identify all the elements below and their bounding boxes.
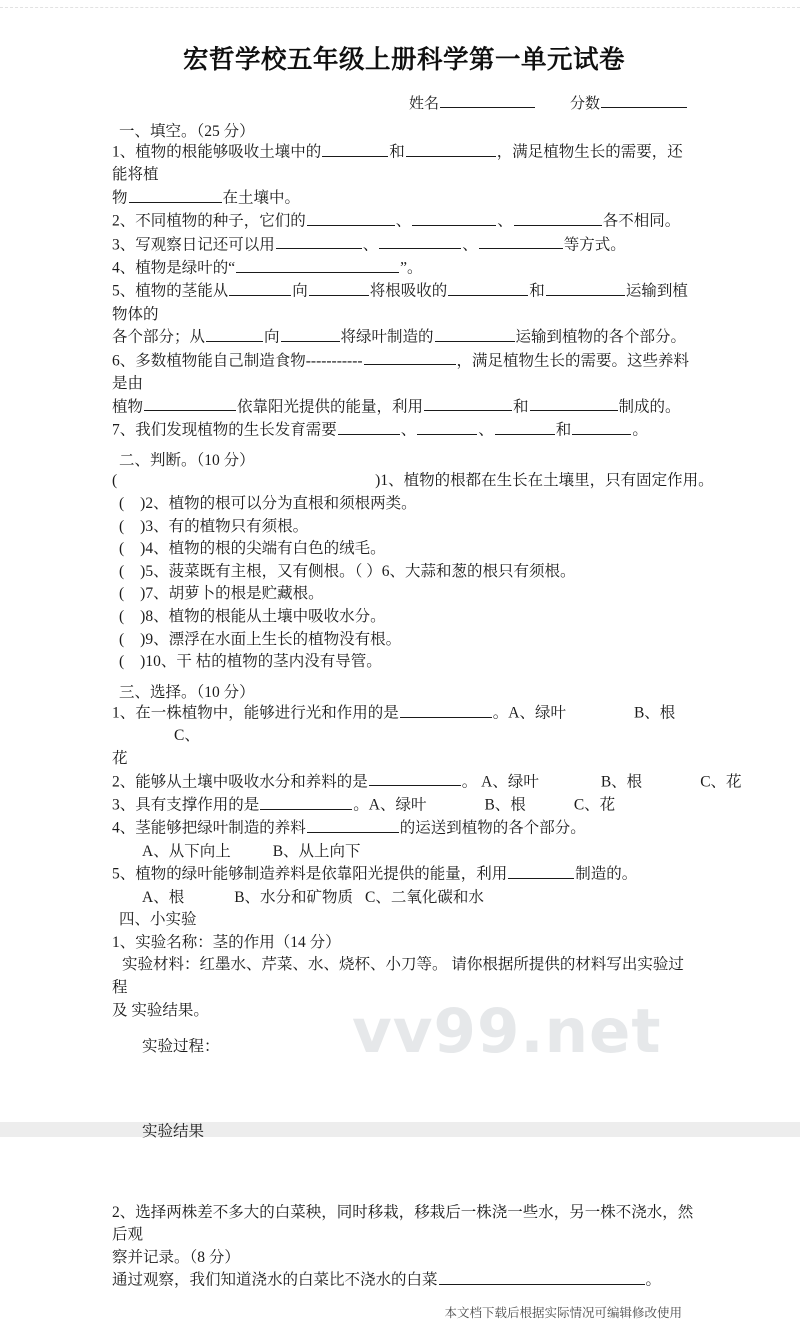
fill-item-5-blank-5[interactable] (206, 326, 263, 342)
tf-item-9-text: 9、漂浮在水面上生长的植物没有根。 (145, 630, 402, 648)
tf-item-1-text: 1、植物的根都在生长在土壤里，只有固定作用。 (380, 472, 714, 490)
fill-item-5-text-c: 将根吸收的 (369, 283, 448, 301)
mc-item-1-option-c-wrap[interactable]: 花 (112, 749, 128, 767)
tf-item-8 (112, 606, 696, 629)
experiment-materials-line-1: 实验材料：红墨水、芹菜、水、烧杯、小刀等。 请你根据所提供的材料写出实验过程 (112, 956, 684, 997)
mc-item-4-option-b[interactable]: B、从上向下 (272, 842, 361, 860)
fill-item-3-blank-2[interactable] (379, 234, 461, 250)
tf-item-8-paren-close: ) (140, 608, 146, 626)
tf-item-9-paren-close: ) (140, 630, 146, 648)
header-fields (112, 92, 696, 113)
fill-item-1 (112, 141, 696, 210)
fill-item-2-blank-3[interactable] (514, 210, 602, 226)
mc-item-4-blank[interactable] (307, 817, 399, 833)
mc-item-2-blank[interactable] (369, 771, 461, 787)
experiment-process-label: 实验过程： (142, 1038, 220, 1056)
mc-item-2 (112, 771, 742, 794)
mc-item-1-option-c[interactable]: C、 (174, 727, 200, 745)
fill-item-5-blank-4[interactable] (546, 280, 625, 296)
tf-item-8-paren-open: ( (119, 608, 125, 626)
name-label: 姓名 (408, 96, 439, 112)
fill-item-6-blank-3[interactable] (424, 396, 512, 412)
mc-item-1-stem-a: 1、在一株植物中，能够进行光和作用的是 (112, 704, 399, 722)
tf-item-4-paren-close: ) (140, 540, 146, 558)
experiment-materials-line-2: 及 实验结果。 (112, 1001, 209, 1019)
fill-item-6-text-f: 制成的。 (618, 398, 681, 416)
experiment-q2-blank[interactable] (439, 1269, 645, 1285)
fill-item-6-text-c: 植物 (112, 398, 144, 416)
experiment-q2-line-1: 2、选择两株差不多大的白菜秧，同时移栽，移栽后一株浇一些水，另一株不浇水，然后观 (112, 1203, 694, 1244)
tf-item-5 (112, 561, 696, 584)
section-heading-fill-in: 一、填空。（25 分） (119, 123, 255, 140)
fill-item-2-blank-2[interactable] (412, 210, 496, 226)
fill-item-6 (112, 350, 696, 419)
mc-item-3-stem-a: 3、具有支撑作用的是 (112, 796, 260, 814)
fill-item-6-text-d: 依靠阳光提供的能量，利用 (237, 398, 424, 416)
fill-item-3-text-b: 等方式。 (563, 236, 626, 254)
tf-item-4 (112, 538, 696, 561)
tf-item-9 (112, 629, 696, 652)
tf-item-7-text: 7、胡萝卜的根是贮藏根。 (145, 585, 324, 603)
mc-item-5-stem-a: 5、植物的绿叶能够制造养料是依靠阳光提供的能量，利用 (112, 865, 508, 883)
name-blank[interactable] (440, 93, 535, 108)
tf-item-3 (112, 516, 696, 539)
fill-item-2-text-b: 各不相同。 (602, 213, 681, 231)
fill-item-2-text-a: 2、不同植物的种子，它们的 (112, 213, 306, 231)
tf-item-10 (112, 651, 696, 674)
mc-item-2-option-a[interactable]: 。 A、绿叶 (461, 773, 539, 791)
fill-item-2-blank-1[interactable] (307, 210, 395, 226)
fill-item-7-blank-2[interactable] (417, 419, 477, 435)
fill-item-2-sep-2: 、 (497, 213, 513, 231)
mc-item-5-blank[interactable] (508, 863, 574, 879)
tf-item-5-text: 5、菠菜既有主根，又有侧根。（ ）6、大蒜和葱的根只有须根。 (145, 562, 576, 580)
tf-item-3-text: 3、有的植物只有须根。 (145, 517, 309, 535)
fill-item-5 (112, 280, 696, 349)
fill-item-7-sep-2: 、 (478, 421, 494, 439)
mc-item-1 (112, 702, 696, 771)
experiment-q2-line-3: 通过观察，我们知道浇水的白菜比不浇水的白菜 (112, 1272, 438, 1290)
fill-item-5-text-g: 向 (264, 329, 280, 347)
fill-item-5-text-h: 将绿叶制造的 (340, 329, 434, 347)
fill-item-5-text-e: 运输到植物体的 (112, 283, 688, 323)
tf-item-4-text: 4、植物的根的尖端有白色的绒毛。 (145, 540, 386, 558)
mc-item-4 (112, 817, 696, 840)
fill-item-2-sep-1: 、 (395, 213, 412, 231)
fill-item-5-text-f: 各个部分；从 (112, 329, 206, 347)
tf-item-9-paren-open: ( (119, 630, 125, 648)
tf-item-2-paren-close: ) (140, 494, 146, 512)
fill-item-7 (112, 419, 696, 442)
experiment-q2-period: 。 (645, 1272, 662, 1290)
score-blank[interactable] (601, 93, 687, 108)
section-heading-multiple-choice: 三、选择。（10 分） (119, 683, 255, 701)
mc-item-5-options (112, 887, 696, 910)
fill-item-1-blank-1[interactable] (322, 141, 388, 157)
fill-item-7-text-b: 和 (555, 421, 572, 439)
fill-item-7-blank-1[interactable] (338, 419, 400, 435)
fill-item-7-blank-4[interactable] (572, 419, 631, 435)
fill-item-1-text-b: 和 (389, 143, 405, 161)
mc-item-5-option-b[interactable]: B、水分和矿物质 (234, 888, 354, 906)
fill-item-5-blank-6[interactable] (281, 326, 340, 342)
mc-item-4-stem-b: 的运送到植物的各个部分。 (399, 819, 586, 837)
tf-item-2-text: 2、植物的根可以分为直根和须根两类。 (145, 494, 417, 512)
fill-item-1-text-e: 在土壤中。 (222, 189, 301, 207)
tf-item-2 (112, 493, 696, 516)
fill-item-7-sep-1: 、 (400, 421, 417, 439)
fill-item-5-text-d: 和 (529, 283, 545, 301)
tf-item-10-paren-open: ( (119, 653, 125, 671)
mc-item-5-option-a[interactable]: A、根 (142, 888, 185, 906)
fill-item-5-text-a: 5、植物的茎能从 (112, 283, 229, 301)
page-title: 宏哲学校五年级上册科学第一单元试卷 (182, 45, 625, 75)
mc-item-5-stem-b: 制造的。 (575, 865, 638, 883)
mc-item-3 (112, 794, 696, 817)
mc-item-4-option-a[interactable]: A、从下向上 (142, 842, 231, 860)
mc-item-3-option-a[interactable]: 。A、绿叶 (353, 796, 427, 814)
watermark-text: vv99.net (352, 996, 662, 1067)
tf-item-7-paren-close: ) (140, 585, 146, 603)
tf-item-5-paren-close: ) (140, 562, 146, 580)
mc-item-3-option-b[interactable]: B、根 (484, 796, 526, 814)
fill-item-1-text-a: 1、植物的根能够吸收土壤中的 (112, 143, 322, 161)
tf-item-10-text: 10、干 枯的植物的茎内没有导管。 (145, 653, 382, 671)
score-label: 分数 (569, 96, 600, 112)
tf-item-1-paren-open: ( (112, 472, 118, 490)
tf-item-5-paren-open: ( (119, 562, 125, 580)
fill-item-2 (112, 210, 696, 233)
fill-item-5-blank-3[interactable] (448, 280, 528, 296)
fill-item-7-blank-3[interactable] (495, 419, 555, 435)
fill-item-5-blank-2[interactable] (309, 280, 369, 296)
fill-item-3 (112, 234, 696, 257)
fill-item-6-text-a: 6、多数植物能自己制造食物----------- (112, 352, 363, 370)
fill-item-5-blank-7[interactable] (435, 326, 515, 342)
fill-item-4-text-a: 4、植物是绿叶的“ (112, 259, 236, 277)
mc-item-4-options (112, 841, 696, 864)
mc-item-5-option-c[interactable]: C、二氧化碳和水 (365, 888, 484, 906)
mc-item-2-option-b[interactable]: B、根 (600, 773, 643, 791)
tf-item-8-text: 8、植物的根能从土壤中吸收水分。 (145, 608, 386, 626)
tf-item-4-paren-open: ( (119, 540, 125, 558)
fill-item-6-blank-1[interactable] (364, 350, 456, 366)
mc-item-3-blank[interactable] (260, 794, 352, 810)
fill-item-3-blank-3[interactable] (479, 234, 563, 250)
mc-item-2-stem-a: 2、能够从土壤中吸收水分和养料的是 (112, 773, 368, 791)
mc-item-5 (112, 863, 696, 886)
tf-item-1 (112, 470, 714, 493)
footer-note: 本文档下载后根据实际情况可编辑修改使用 (444, 1305, 682, 1320)
tf-item-10-paren-close: ) (140, 653, 146, 671)
tf-item-3-paren-open: ( (119, 517, 125, 535)
experiment-question-2 (112, 1202, 696, 1293)
section-heading-experiment: 四、小实验 (119, 911, 197, 929)
tf-item-2-paren-open: ( (119, 494, 125, 512)
fill-item-4 (112, 257, 696, 280)
fill-item-3-sep-1: 、 (362, 236, 379, 254)
fill-item-5-blank-1[interactable] (229, 280, 291, 296)
fill-item-6-blank-2[interactable] (144, 396, 236, 412)
fill-item-4-blank-1[interactable] (236, 257, 399, 273)
mc-item-3-option-c[interactable]: C、花 (573, 796, 616, 814)
fill-item-1-blank-2[interactable] (406, 141, 496, 157)
fill-item-3-text-a: 3、写观察日记还可以用 (112, 236, 275, 254)
fill-item-1-blank-3[interactable] (129, 187, 222, 203)
fill-item-3-sep-2: 、 (462, 236, 478, 254)
experiment-result-label: 实验结果 (142, 1122, 205, 1140)
fill-item-1-text-c: ，满足植物生长的需要，还能将植 (112, 143, 683, 184)
fill-item-1-text-d: 物 (112, 189, 128, 207)
fill-item-5-text-i: 运输到植物的各个部分。 (515, 329, 687, 347)
fill-item-6-text-b: ，满足植物生长的需要。这些养料是由 (112, 352, 690, 392)
fill-item-7-text-a: 7、我们发现植物的生长发育需要 (112, 421, 337, 439)
experiment-result-answer-area[interactable] (112, 1144, 696, 1202)
fill-item-6-text-e: 和 (513, 398, 529, 416)
tf-item-1-paren-close: ) (375, 472, 381, 490)
experiment-q2-line-2: 察并记录。（8 分） (112, 1248, 240, 1266)
experiment-title: 1、实验名称：茎的作用（14 分） (112, 933, 341, 951)
mc-item-2-option-c[interactable]: C、花 (700, 773, 742, 791)
mc-item-1-blank[interactable] (400, 702, 492, 718)
fill-item-4-text-b: ”。 (400, 259, 423, 277)
mc-item-1-option-b[interactable]: B、根 (633, 704, 676, 722)
fill-item-6-blank-4[interactable] (530, 396, 618, 412)
experiment-process-answer-area[interactable] (112, 1059, 696, 1121)
mc-item-1-option-a[interactable]: 。A、绿叶 (492, 704, 566, 722)
fill-item-3-blank-1[interactable] (276, 234, 362, 250)
mc-item-4-stem-a: 4、茎能够把绿叶制造的养料 (112, 819, 306, 837)
tf-item-7 (112, 583, 696, 606)
tf-item-7-paren-open: ( (119, 585, 125, 603)
section-heading-true-false: 二、判断。（10 分） (119, 452, 255, 470)
experiment-materials (112, 954, 696, 1022)
tf-item-3-paren-close: ) (140, 517, 146, 535)
fill-item-5-text-b: 向 (292, 283, 308, 301)
fill-item-7-text-c: 。 (632, 421, 648, 439)
